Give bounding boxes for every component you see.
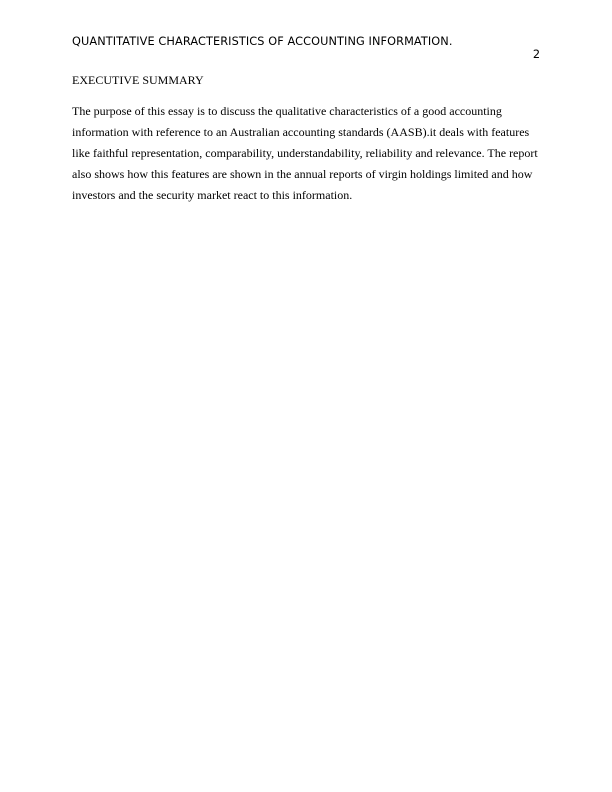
running-head-title: QUANTITATIVE CHARACTERISTICS OF ACCOUNTING INFORMATION. [72, 35, 453, 48]
paragraph-line: information with reference to an Australian accounting standards (AASB).it deals with features [72, 125, 530, 139]
page-number: 2 [532, 48, 540, 61]
paragraph-line: like faithful representation, comparability, understandability, reliability and relevance. The report [72, 146, 538, 160]
paragraph-line: investors and the security market react to this information. [72, 188, 353, 202]
paragraph-line: The purpose of this essay is to discuss the qualitative characteristics of a good accounting [72, 104, 502, 118]
section-heading: EXECUTIVE SUMMARY [72, 73, 204, 87]
executive-summary-paragraph [72, 101, 544, 206]
paragraph-line: also shows how this features are shown in the annual reports of virgin holdings limited and how [72, 167, 533, 181]
